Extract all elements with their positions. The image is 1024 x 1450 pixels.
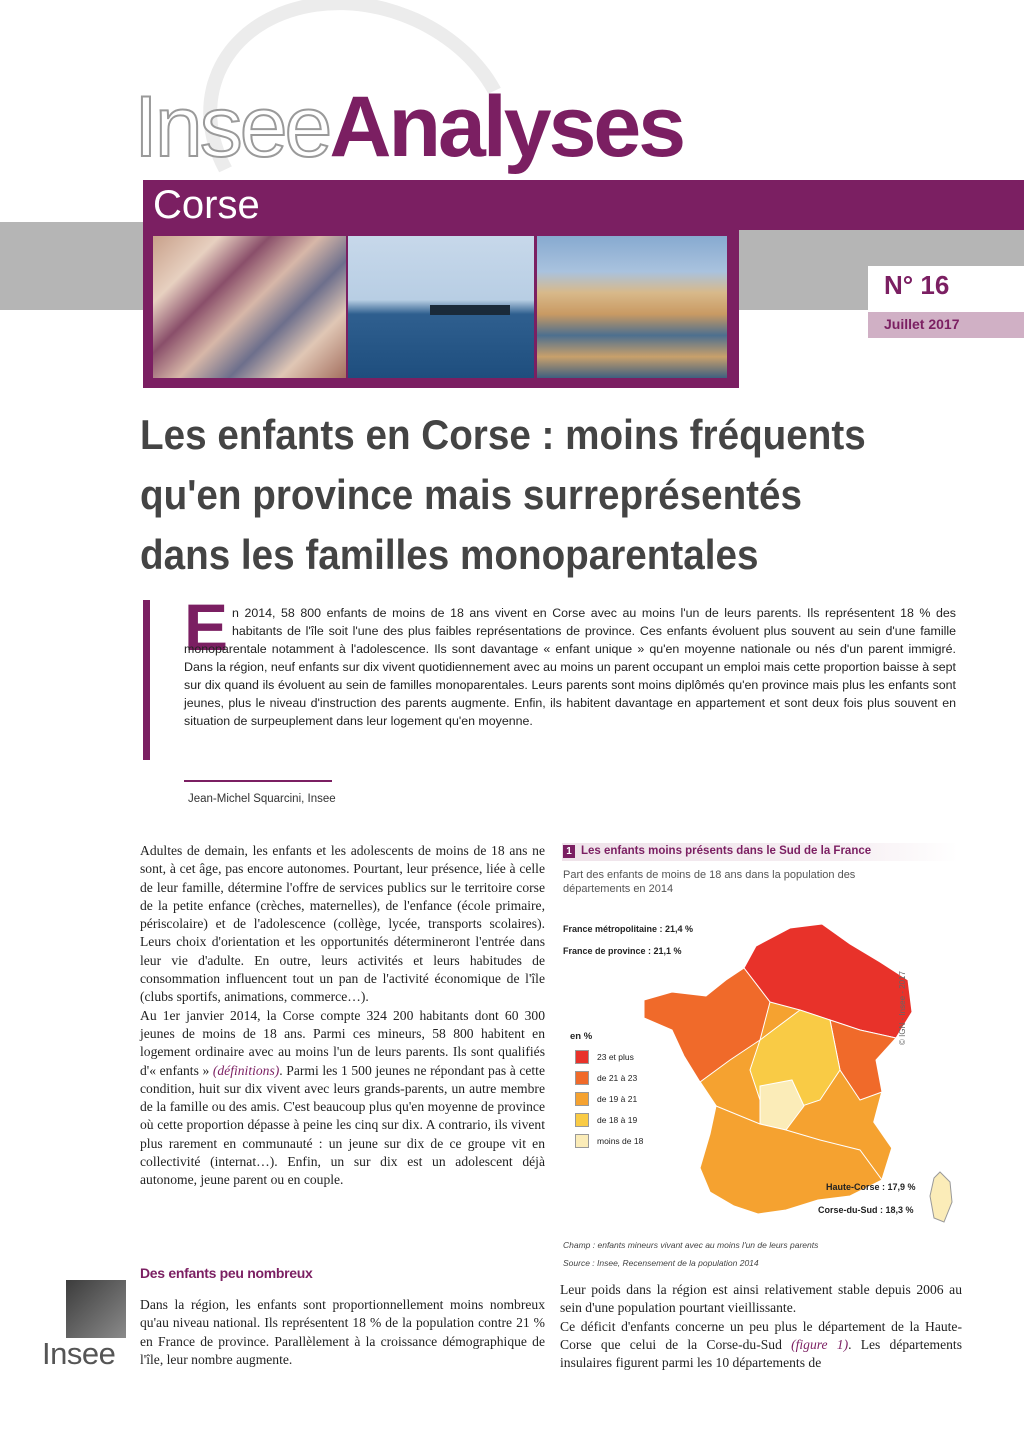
body-column-right	[560, 1281, 962, 1372]
drop-cap: E	[184, 590, 229, 664]
photo-port	[537, 236, 727, 378]
legend-label: moins de 18	[597, 1136, 644, 1146]
figure-source: Source : Insee, Recensement de la population 2014	[563, 1258, 759, 1268]
body-right-paragraph-2-a: Ce déficit d'enfants concerne un peu plus le département de la Haute-Corse que celui de la Corse-du-Sud	[560, 1318, 962, 1352]
legend-title: en %	[570, 1031, 593, 1042]
figure-number: 1	[563, 845, 575, 858]
masthead	[134, 72, 683, 182]
issue-date: Juillet 2017	[884, 316, 960, 332]
legend-label: de 18 à 19	[597, 1115, 638, 1125]
body-right-paragraph-2	[560, 1318, 962, 1373]
author: Jean-Michel Squarcini, Insee	[188, 793, 336, 805]
lead-text: n 2014, 58 800 enfants de moins de 18 ans vivent en Corse avec au moins l'un de leurs parents. Ils représentent 18 % des habitants de l'île soit l'une des plus faibles représentations de province. Ces enfants évoluent plus souvent au sein d'une famille monoparentale notamment à l'adolescence. Ils sont davantage « enfant unique » qu'en moyenne nationale ou nés d'un parent immigré. Dans la région, neuf enfants sur dix vivent quotidiennement avec au moins un parent occupant un emploi mais cette proportion baisse à sept sur dix quand ils évoluent au sein de familles monoparentales. Leurs parents sont moins diplômés qu'en province mais plus les enfants sont jeunes, plus le niveau d'instruction des parents augmente. Enfin, ils habitent davantage en appartement et sont deux fois plus souvent en situation de surpeuplement dans leur logement qu'en moyenne.	[184, 606, 956, 728]
body-paragraph-1: Adultes de demain, les enfants et les adolescents de moins de 18 ans ne sont, à cet âge, pas encore autonomes. Pourtant, leur présence, liée à celle de leur famille, détermine l'offre de services publics sur le territoire corse de la petite enfance (crèches, maternelles), de l'enfance (école primaire, périscolaire) et de l'adolescence (collège, lycée, transports scolaires). Leurs choix d'orientation et les opportunités détermineront l'entrée dans leur vie d'adulte. En outre, leurs activités et leurs habitudes de consommation influencent tout un pan de l'activité économique de l'île (clubs sportifs, animations, commerce…).	[140, 843, 545, 1005]
map-corsica	[930, 1172, 952, 1222]
body-column-left	[140, 842, 545, 1190]
figure-title: Les enfants moins présents dans le Sud de la France	[581, 845, 872, 857]
stat-haute-corse: Haute-Corse : 17,9 %	[826, 1182, 916, 1192]
lead-paragraph	[184, 604, 956, 730]
legend-swatch	[575, 1071, 589, 1085]
legend-swatch	[575, 1092, 589, 1106]
legend-swatch	[575, 1113, 589, 1127]
author-rule	[184, 780, 332, 782]
figure-scope: Champ : enfants mineurs vivant avec au moins l'un de leurs parents	[563, 1240, 819, 1250]
stat-france-province: France de province : 21,1 %	[563, 946, 682, 956]
lead-accent-bar	[143, 600, 150, 760]
photo-crowd	[153, 236, 346, 378]
legend-label: de 19 à 21	[597, 1094, 638, 1104]
body-right-paragraph-2-b: . Les départements insulaires figurent parmi les 10 départements de	[560, 1336, 962, 1371]
photo-ship	[430, 305, 510, 315]
figure-1-link[interactable]: (figure 1)	[791, 1336, 849, 1352]
body-right-paragraph-1: Leur poids dans la région est ainsi relativement stable depuis 2006 au sein d'une population pourtant vieillissante.	[560, 1282, 962, 1316]
body-paragraph-3: Dans la région, les enfants sont proportionnellement moins nombreux qu'au niveau national. Ils représentent 18 % de la population contre 21 % en France de province. Parallèlement à la croissance démographique de l'île, leur nombre augmente.	[140, 1297, 545, 1367]
legend-label: 23 et plus	[597, 1052, 634, 1062]
region-label: Corse	[153, 183, 260, 227]
section-heading: Des enfants peu nombreux	[140, 1265, 313, 1281]
stat-france-metro: France métropolitaine : 21,4 %	[563, 924, 694, 934]
masthead-insee: Insee	[134, 79, 330, 175]
region-bar	[143, 180, 1024, 230]
legend-swatch	[575, 1050, 589, 1064]
masthead-analyses: Analyses	[329, 79, 684, 175]
insee-logo-text: Insee	[42, 1336, 116, 1371]
insee-logo-icon	[66, 1280, 126, 1338]
body-paragraph-2	[140, 1007, 545, 1190]
map-copyright: © IGN - Insee - 2017	[898, 971, 907, 1045]
page-title: Les enfants en Corse : moins fréquents qu'en province mais surreprésentés dans les familles monoparentales	[140, 411, 866, 578]
definitions-link[interactable]: (définitions)	[212, 1062, 280, 1078]
stat-corse-du-sud: Corse-du-Sud : 18,3 %	[818, 1205, 914, 1215]
figure-subtitle: Part des enfants de moins de 18 ans dans la population des départements en 2014	[563, 869, 856, 895]
issue-number: N° 16	[884, 270, 950, 300]
legend-label: de 21 à 23	[597, 1073, 638, 1083]
body-paragraph-2-a: Au 1er janvier 2014, la Corse compte 324 200 habitants dont 60 300 jeunes de moins de 18 ans. Parmi ces mineurs, 58 800 habitent en logement ordinaire avec au moins l'un de leurs parents. Ils sont qualifiés d'« enfants »	[140, 1007, 545, 1078]
legend-swatch	[575, 1134, 589, 1148]
body-paragraph-2-b: . Parmi les 1 500 jeunes ne répondant pas à cette condition, huit sur dix vivent avec leurs grands-parents, un autre membre de la famille ou des amis. C'est beaucoup plus qu'en moyenne de province où cette proportion dépasse à peine les cinq sur dix. A contrario, ils vivent plus rarement en communauté : un jeune sur dix de ce groupe vit en collectivité (internat…). Enfin, un sur dix est un adolescent déjà autonome, jeune parent ou en couple.	[140, 1062, 545, 1188]
